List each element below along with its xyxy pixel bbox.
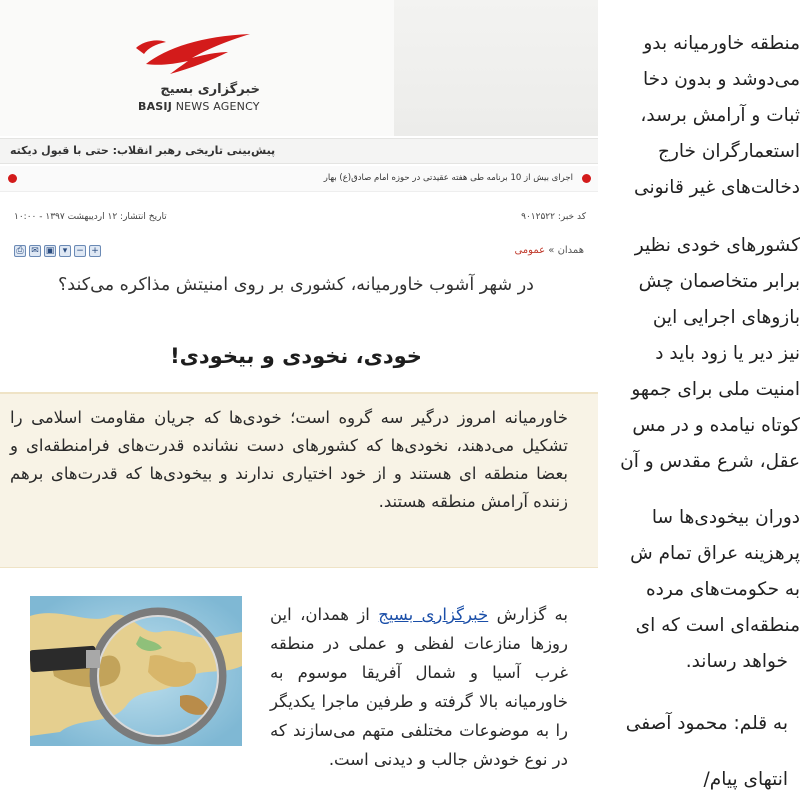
logo-text-persian: خبرگزاری بسیج — [160, 82, 260, 97]
text-line: کوتاه نیامده و در مس — [632, 415, 800, 436]
article-lead-text: خاورمیانه امروز درگیر سه گروه است؛ خودی‌ها که جریان مقاومت اسلامی را تشکیل می‌دهند، نخودی‌ها که کشورهای دست نشانده قدرت‌های فرامنطقه‌ای و بعضا منطقه ای هستند و از خود اختیاری ندارند و بیخودی‌ها که قدرت‌های برهم زننده آرامش منطقه هستند. — [10, 408, 568, 511]
text-line: منطقه خاورمیانه بدو — [643, 33, 800, 54]
breadcrumb — [514, 245, 584, 256]
logo-text-english — [138, 100, 260, 113]
article-lead-box — [0, 392, 598, 568]
text-line: منطقه‌ای است که ای — [635, 615, 800, 636]
body-prefix: به گزارش — [488, 605, 568, 624]
text-line: عقل، شرع مقدس و آن — [620, 451, 800, 472]
ticker-bullet-right-icon — [582, 174, 591, 183]
brand-logo-icon — [132, 28, 262, 80]
logo-text-news-agency: NEWS AGENCY — [172, 100, 260, 113]
ticker-secondary-headline[interactable]: اجرای بیش از 10 برنامه طی هفته عقیدتی در حوزه امام صادق(ع) بهار — [323, 173, 573, 183]
text-line: دوران بیخودی‌ها سا — [651, 507, 800, 528]
text-line: پرهزینه عراق تمام ش — [630, 543, 800, 564]
news-ticker-secondary[interactable] — [0, 166, 598, 192]
text-line: بازوهای اجرایی این — [652, 307, 800, 328]
news-code: کد خبر: ۹۰۱۲۵۲۲ — [521, 212, 586, 222]
text-line: برابر متخاصمان چش — [638, 271, 800, 292]
logo-text-basij: BASIJ — [138, 100, 173, 113]
end-of-message: انتهای پیام/ — [703, 769, 788, 790]
text-line: ثبات و آرامش برسد، — [640, 105, 800, 126]
ticker-headline[interactable]: پیش‌بینی تاریخی رهبر انقلاب: حتی با قبول دیکته — [10, 144, 276, 157]
article-tool-icons — [14, 245, 101, 257]
breadcrumb-city[interactable]: همدان — [557, 245, 584, 256]
text-line: خواهد رساند. — [685, 651, 788, 672]
article-title: خودی، نخودی و بیخودی! — [170, 344, 422, 368]
news-ticker-primary[interactable] — [0, 138, 598, 164]
font-increase-icon[interactable]: + — [89, 245, 101, 257]
ticker-bullet-left-icon — [8, 174, 17, 183]
breadcrumb-separator: » — [545, 245, 558, 256]
logo-area[interactable] — [0, 0, 394, 136]
source-link[interactable]: خبرگزاری بسیج — [378, 605, 489, 624]
text-line: استعمارگران خارج — [658, 141, 800, 162]
print-icon[interactable]: ⎙ — [14, 245, 26, 257]
author-byline: به قلم: محمود آصفی — [625, 713, 788, 734]
article-body — [160, 600, 568, 774]
font-decrease-icon[interactable]: − — [74, 245, 86, 257]
body-rest: از همدان، این روزها منازعات لفظی و عملی در منطقه غرب آسیا و شمال آفریقا موسوم به خاورمیانه بالا گرفته و طرفین ماجرا یکدیگر را به موضوعات مختلفی متهم می‌سازند که در نوع خودش جالب و دیدنی است. — [270, 605, 568, 769]
article-meta — [0, 210, 598, 228]
text-line: امنیت ملی برای جمهو — [631, 379, 800, 400]
dropdown-icon[interactable]: ▾ — [59, 245, 71, 257]
text-line: کشورهای خودی نظیر — [634, 235, 800, 256]
publish-date: تاریخ انتشار: ۱۲ اردیبهشت ۱۳۹۷ - ۱۰:۰۰ — [14, 212, 167, 222]
text-line: می‌دوشد و بدون دخا — [643, 69, 800, 90]
save-icon[interactable]: ▣ — [45, 246, 55, 256]
article-headline: در شهر آشوب خاورمیانه، کشوری بر روی امنیتش مذاکره می‌کند؟ — [58, 275, 534, 295]
site-header — [0, 0, 598, 136]
article-tools-row — [0, 244, 598, 260]
image-float-spacer — [160, 600, 270, 744]
text-line: نیز دیر یا زود باید د — [655, 343, 800, 364]
text-line: دخالت‌های غیر قانونی — [634, 177, 800, 198]
opinion-text-panel — [598, 0, 800, 800]
breadcrumb-category[interactable]: عمومی — [514, 245, 546, 256]
email-icon[interactable]: ✉ — [29, 245, 41, 257]
text-line: به حکومت‌های مرده — [645, 579, 800, 600]
